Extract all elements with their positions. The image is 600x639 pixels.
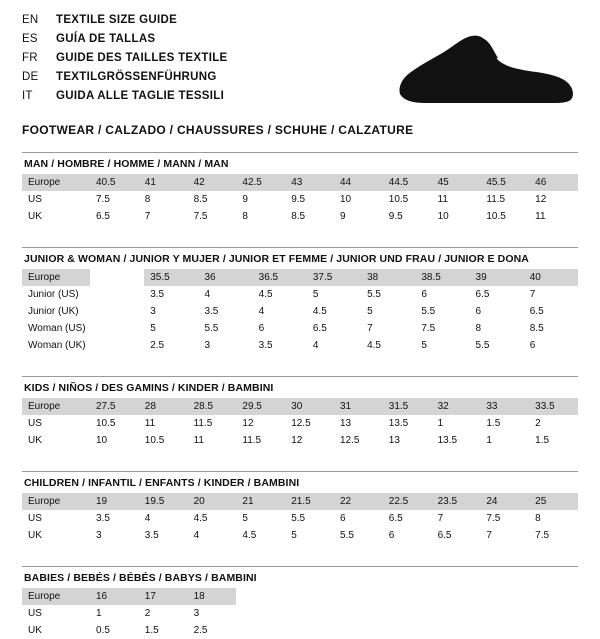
size-cell xyxy=(480,588,529,605)
size-cell: 17 xyxy=(139,588,188,605)
row-label: Woman (UK) xyxy=(22,337,90,354)
table-row xyxy=(22,622,578,639)
size-cell: 8 xyxy=(470,320,524,337)
row-label: US xyxy=(22,605,90,622)
size-cell: 4.5 xyxy=(253,286,307,303)
header xyxy=(22,14,578,137)
size-cell: 5.5 xyxy=(198,320,252,337)
size-cell: 3 xyxy=(90,527,139,544)
table-row xyxy=(22,286,578,303)
size-cell: 23.5 xyxy=(432,493,481,510)
size-cell: 10 xyxy=(334,191,383,208)
size-cell xyxy=(90,337,144,354)
table-row xyxy=(22,510,578,527)
language-title: GUÍA DE TALLAS xyxy=(56,33,156,45)
size-cell: 40 xyxy=(524,269,578,286)
size-cell: 37.5 xyxy=(307,269,361,286)
size-cell xyxy=(90,320,144,337)
size-cell: 31.5 xyxy=(383,398,432,415)
size-cell: 7 xyxy=(139,208,188,225)
size-cell: 7 xyxy=(432,510,481,527)
group-title: JUNIOR & WOMAN / JUNIOR Y MUJER / JUNIOR ET FEMME / JUNIOR UND FRAU / JUNIOR E DONA xyxy=(24,253,529,265)
size-cell: 18 xyxy=(188,588,237,605)
size-cell: 22 xyxy=(334,493,383,510)
size-cell xyxy=(285,588,334,605)
size-cell: 10 xyxy=(432,208,481,225)
size-cell: 11.5 xyxy=(188,415,237,432)
size-cell xyxy=(480,605,529,622)
size-cell: 28 xyxy=(139,398,188,415)
size-cell: 41 xyxy=(139,174,188,191)
size-cell xyxy=(334,605,383,622)
size-cell: 3.5 xyxy=(198,303,252,320)
table-row xyxy=(22,269,578,286)
size-cell: 42 xyxy=(188,174,237,191)
row-label: UK xyxy=(22,527,90,544)
size-cell: 8.5 xyxy=(188,191,237,208)
size-cell: 12 xyxy=(236,415,285,432)
size-cell: 13 xyxy=(334,415,383,432)
size-cell: 8 xyxy=(529,510,578,527)
table-row xyxy=(22,208,578,225)
size-group xyxy=(22,247,578,354)
size-cell: 6 xyxy=(524,337,578,354)
size-cell xyxy=(236,605,285,622)
size-cell: 20 xyxy=(188,493,237,510)
size-cell xyxy=(285,605,334,622)
table-row xyxy=(22,191,578,208)
size-cell: 10.5 xyxy=(139,432,188,449)
size-cell: 12.5 xyxy=(334,432,383,449)
size-cell: 7.5 xyxy=(188,208,237,225)
size-cell: 29.5 xyxy=(236,398,285,415)
size-cell: 32 xyxy=(432,398,481,415)
size-cell: 5 xyxy=(285,527,334,544)
size-cell xyxy=(90,303,144,320)
language-row xyxy=(22,14,578,33)
size-cell: 19 xyxy=(90,493,139,510)
size-cell: 7 xyxy=(361,320,415,337)
size-cell: 11 xyxy=(432,191,481,208)
size-cell: 5 xyxy=(361,303,415,320)
size-cell: 13.5 xyxy=(432,432,481,449)
size-cell: 4.5 xyxy=(188,510,237,527)
size-cell: 4 xyxy=(307,337,361,354)
size-tables xyxy=(22,152,578,639)
group-title: KIDS / NIÑOS / DES GAMINS / KINDER / BAMBINI xyxy=(24,382,274,394)
size-cell: 9.5 xyxy=(285,191,334,208)
size-table xyxy=(22,588,578,639)
size-cell: 6.5 xyxy=(307,320,361,337)
row-label: Woman (US) xyxy=(22,320,90,337)
size-cell: 3.5 xyxy=(90,510,139,527)
size-cell: 7.5 xyxy=(415,320,469,337)
size-cell: 8 xyxy=(139,191,188,208)
size-cell xyxy=(529,588,578,605)
size-cell: 12 xyxy=(529,191,578,208)
size-cell: 10 xyxy=(90,432,139,449)
size-cell: 16 xyxy=(90,588,139,605)
size-cell: 11 xyxy=(529,208,578,225)
size-cell: 4 xyxy=(139,510,188,527)
size-cell: 5 xyxy=(415,337,469,354)
size-cell xyxy=(480,622,529,639)
size-cell: 6 xyxy=(470,303,524,320)
size-cell: 3 xyxy=(144,303,198,320)
size-cell: 39 xyxy=(470,269,524,286)
size-cell: 4.5 xyxy=(361,337,415,354)
size-group xyxy=(22,152,578,225)
size-cell: 3 xyxy=(198,337,252,354)
size-cell: 45 xyxy=(432,174,481,191)
size-cell: 5.5 xyxy=(470,337,524,354)
size-cell xyxy=(432,605,481,622)
size-cell: 5.5 xyxy=(285,510,334,527)
size-cell: 9.5 xyxy=(383,208,432,225)
size-cell: 31 xyxy=(334,398,383,415)
size-cell: 7 xyxy=(480,527,529,544)
size-cell: 6 xyxy=(334,510,383,527)
row-label: UK xyxy=(22,622,90,639)
language-code: EN xyxy=(22,14,39,26)
size-cell: 33.5 xyxy=(529,398,578,415)
table-row xyxy=(22,303,578,320)
size-cell: 6 xyxy=(383,527,432,544)
size-cell: 3 xyxy=(188,605,237,622)
row-label: US xyxy=(22,415,90,432)
size-cell: 4 xyxy=(198,286,252,303)
table-row xyxy=(22,588,578,605)
size-cell: 7.5 xyxy=(480,510,529,527)
size-cell: 5 xyxy=(236,510,285,527)
size-cell: 45.5 xyxy=(480,174,529,191)
size-cell: 1.5 xyxy=(529,432,578,449)
size-cell: 19.5 xyxy=(139,493,188,510)
size-cell: 2.5 xyxy=(144,337,198,354)
group-title: BABIES / BEBÉS / BÉBÉS / BABYS / BAMBINI xyxy=(24,572,257,584)
row-label: Europe xyxy=(22,493,90,510)
size-cell: 4 xyxy=(253,303,307,320)
size-group xyxy=(22,566,578,639)
size-cell: 6 xyxy=(253,320,307,337)
size-cell xyxy=(383,588,432,605)
size-cell: 7 xyxy=(524,286,578,303)
size-cell xyxy=(236,588,285,605)
row-label: US xyxy=(22,191,90,208)
size-cell: 8.5 xyxy=(285,208,334,225)
size-cell: 10.5 xyxy=(383,191,432,208)
size-cell: 6.5 xyxy=(470,286,524,303)
group-divider xyxy=(22,376,578,377)
size-group xyxy=(22,376,578,449)
group-title: MAN / HOMBRE / HOMME / MANN / MAN xyxy=(24,158,229,170)
size-table xyxy=(22,269,578,354)
size-cell: 4.5 xyxy=(236,527,285,544)
language-code: DE xyxy=(22,71,39,83)
size-cell: 44.5 xyxy=(383,174,432,191)
language-code: FR xyxy=(22,52,38,64)
group-divider xyxy=(22,152,578,153)
table-row xyxy=(22,527,578,544)
language-code: IT xyxy=(22,90,33,102)
size-cell: 46 xyxy=(529,174,578,191)
group-divider xyxy=(22,566,578,567)
row-label: Europe xyxy=(22,588,90,605)
size-cell: 10.5 xyxy=(480,208,529,225)
row-label: Europe xyxy=(22,398,90,415)
size-cell: 8.5 xyxy=(524,320,578,337)
size-cell xyxy=(334,588,383,605)
size-cell: 21.5 xyxy=(285,493,334,510)
table-row xyxy=(22,398,578,415)
size-cell: 6 xyxy=(415,286,469,303)
size-cell: 27.5 xyxy=(90,398,139,415)
table-row xyxy=(22,432,578,449)
size-cell: 11 xyxy=(188,432,237,449)
language-title: GUIDE DES TAILLES TEXTILE xyxy=(56,52,228,64)
language-code: ES xyxy=(22,33,38,45)
group-title: CHILDREN / INFANTIL / ENFANTS / KINDER / BAMBINI xyxy=(24,477,300,489)
size-cell: 1 xyxy=(480,432,529,449)
size-cell: 38.5 xyxy=(415,269,469,286)
size-cell: 43 xyxy=(285,174,334,191)
size-cell: 3.5 xyxy=(144,286,198,303)
size-cell: 24 xyxy=(480,493,529,510)
size-cell: 38 xyxy=(361,269,415,286)
table-row xyxy=(22,320,578,337)
size-table xyxy=(22,174,578,225)
size-cell: 6.5 xyxy=(432,527,481,544)
size-cell: 21 xyxy=(236,493,285,510)
size-cell: 9 xyxy=(334,208,383,225)
size-cell xyxy=(432,622,481,639)
size-cell xyxy=(236,622,285,639)
size-cell: 1.5 xyxy=(139,622,188,639)
size-group xyxy=(22,471,578,544)
size-cell: 44 xyxy=(334,174,383,191)
row-label: US xyxy=(22,510,90,527)
size-cell: 35.5 xyxy=(144,269,198,286)
size-table xyxy=(22,493,578,544)
size-cell: 2 xyxy=(139,605,188,622)
size-cell: 9 xyxy=(236,191,285,208)
size-cell xyxy=(383,622,432,639)
size-cell: 5.5 xyxy=(334,527,383,544)
size-cell: 4 xyxy=(188,527,237,544)
size-cell xyxy=(90,269,144,286)
size-cell: 5 xyxy=(144,320,198,337)
size-cell xyxy=(90,286,144,303)
table-row xyxy=(22,605,578,622)
language-title: TEXTILGRÖSSENFÜHRUNG xyxy=(56,71,217,83)
row-label: UK xyxy=(22,432,90,449)
size-cell: 28.5 xyxy=(188,398,237,415)
row-label: UK xyxy=(22,208,90,225)
row-label: Junior (US) xyxy=(22,286,90,303)
size-cell: 11 xyxy=(139,415,188,432)
size-cell: 22.5 xyxy=(383,493,432,510)
size-cell: 33 xyxy=(480,398,529,415)
table-row xyxy=(22,415,578,432)
size-cell: 12.5 xyxy=(285,415,334,432)
size-cell: 3.5 xyxy=(139,527,188,544)
size-cell: 1 xyxy=(90,605,139,622)
size-cell: 1 xyxy=(432,415,481,432)
size-cell: 4.5 xyxy=(307,303,361,320)
size-cell: 3.5 xyxy=(253,337,307,354)
size-cell xyxy=(432,588,481,605)
page-title: FOOTWEAR / CALZADO / CHAUSSURES / SCHUHE / CALZATURE xyxy=(22,123,414,137)
table-row xyxy=(22,174,578,191)
size-cell: 0.5 xyxy=(90,622,139,639)
size-cell: 6.5 xyxy=(90,208,139,225)
size-cell xyxy=(334,622,383,639)
group-divider xyxy=(22,471,578,472)
size-cell xyxy=(529,605,578,622)
row-label: Europe xyxy=(22,174,90,191)
size-cell: 8 xyxy=(236,208,285,225)
size-cell: 5.5 xyxy=(415,303,469,320)
size-cell: 5.5 xyxy=(361,286,415,303)
size-cell: 40.5 xyxy=(90,174,139,191)
size-cell: 30 xyxy=(285,398,334,415)
size-cell: 2 xyxy=(529,415,578,432)
size-cell: 13.5 xyxy=(383,415,432,432)
size-cell xyxy=(529,622,578,639)
size-cell: 13 xyxy=(383,432,432,449)
size-cell: 11.5 xyxy=(236,432,285,449)
size-cell: 5 xyxy=(307,286,361,303)
size-cell: 1.5 xyxy=(480,415,529,432)
size-cell: 36.5 xyxy=(253,269,307,286)
size-cell: 36 xyxy=(198,269,252,286)
size-cell: 7.5 xyxy=(90,191,139,208)
size-cell: 2.5 xyxy=(188,622,237,639)
size-cell: 10.5 xyxy=(90,415,139,432)
language-title: TEXTILE SIZE GUIDE xyxy=(56,14,178,26)
size-cell: 12 xyxy=(285,432,334,449)
size-cell xyxy=(285,622,334,639)
table-row xyxy=(22,337,578,354)
row-label: Europe xyxy=(22,269,90,286)
table-row xyxy=(22,493,578,510)
size-cell: 6.5 xyxy=(524,303,578,320)
dress-shoe-icon xyxy=(386,32,576,110)
group-divider xyxy=(22,247,578,248)
size-cell: 11.5 xyxy=(480,191,529,208)
size-cell: 25 xyxy=(529,493,578,510)
size-cell: 7.5 xyxy=(529,527,578,544)
size-cell: 6.5 xyxy=(383,510,432,527)
size-table xyxy=(22,398,578,449)
size-cell xyxy=(383,605,432,622)
size-cell: 42.5 xyxy=(236,174,285,191)
language-title: GUIDA ALLE TAGLIE TESSILI xyxy=(56,90,225,102)
row-label: Junior (UK) xyxy=(22,303,90,320)
